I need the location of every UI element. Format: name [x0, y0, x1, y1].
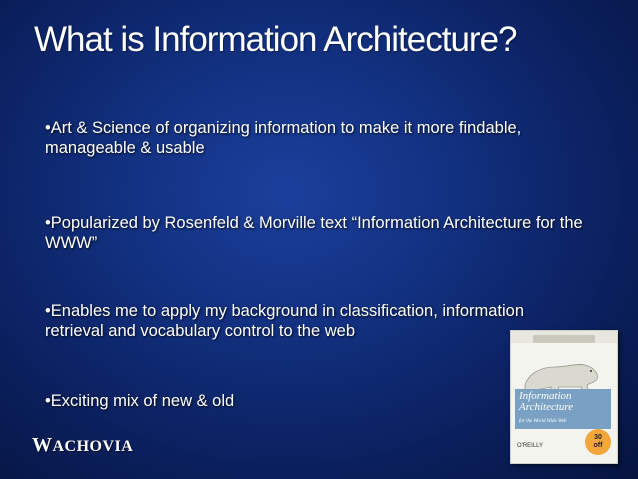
- book-top-tag: [533, 335, 595, 343]
- bullet-list: [45, 118, 585, 466]
- logo-rest: ACHOVIA: [52, 438, 134, 455]
- book-title: Information Architecture: [519, 390, 574, 413]
- sticker-value: 30: [594, 434, 602, 441]
- discount-sticker: [585, 429, 611, 455]
- book-cover-image: [510, 330, 618, 464]
- bullet-item: •Exciting mix of new & old: [45, 392, 235, 410]
- book-subtitle: for the World Wide Web: [519, 419, 567, 424]
- logo-initial: W: [32, 434, 53, 456]
- book-publisher: O'REILLY: [517, 443, 544, 449]
- bullet-item: •Popularized by Rosenfeld & Morville text “Information Architecture for the WWW”: [45, 214, 583, 252]
- slide-title: What is Information Architecture?: [34, 20, 517, 59]
- sticker-label: off: [593, 442, 603, 449]
- bullet-item: •Enables me to apply my background in classification, information retrieval and vocabulary control to the web: [45, 302, 525, 340]
- wachovia-logo: [32, 434, 133, 457]
- bullet-item: •Art & Science of organizing information to make it more findable, manageable & usable: [45, 119, 522, 157]
